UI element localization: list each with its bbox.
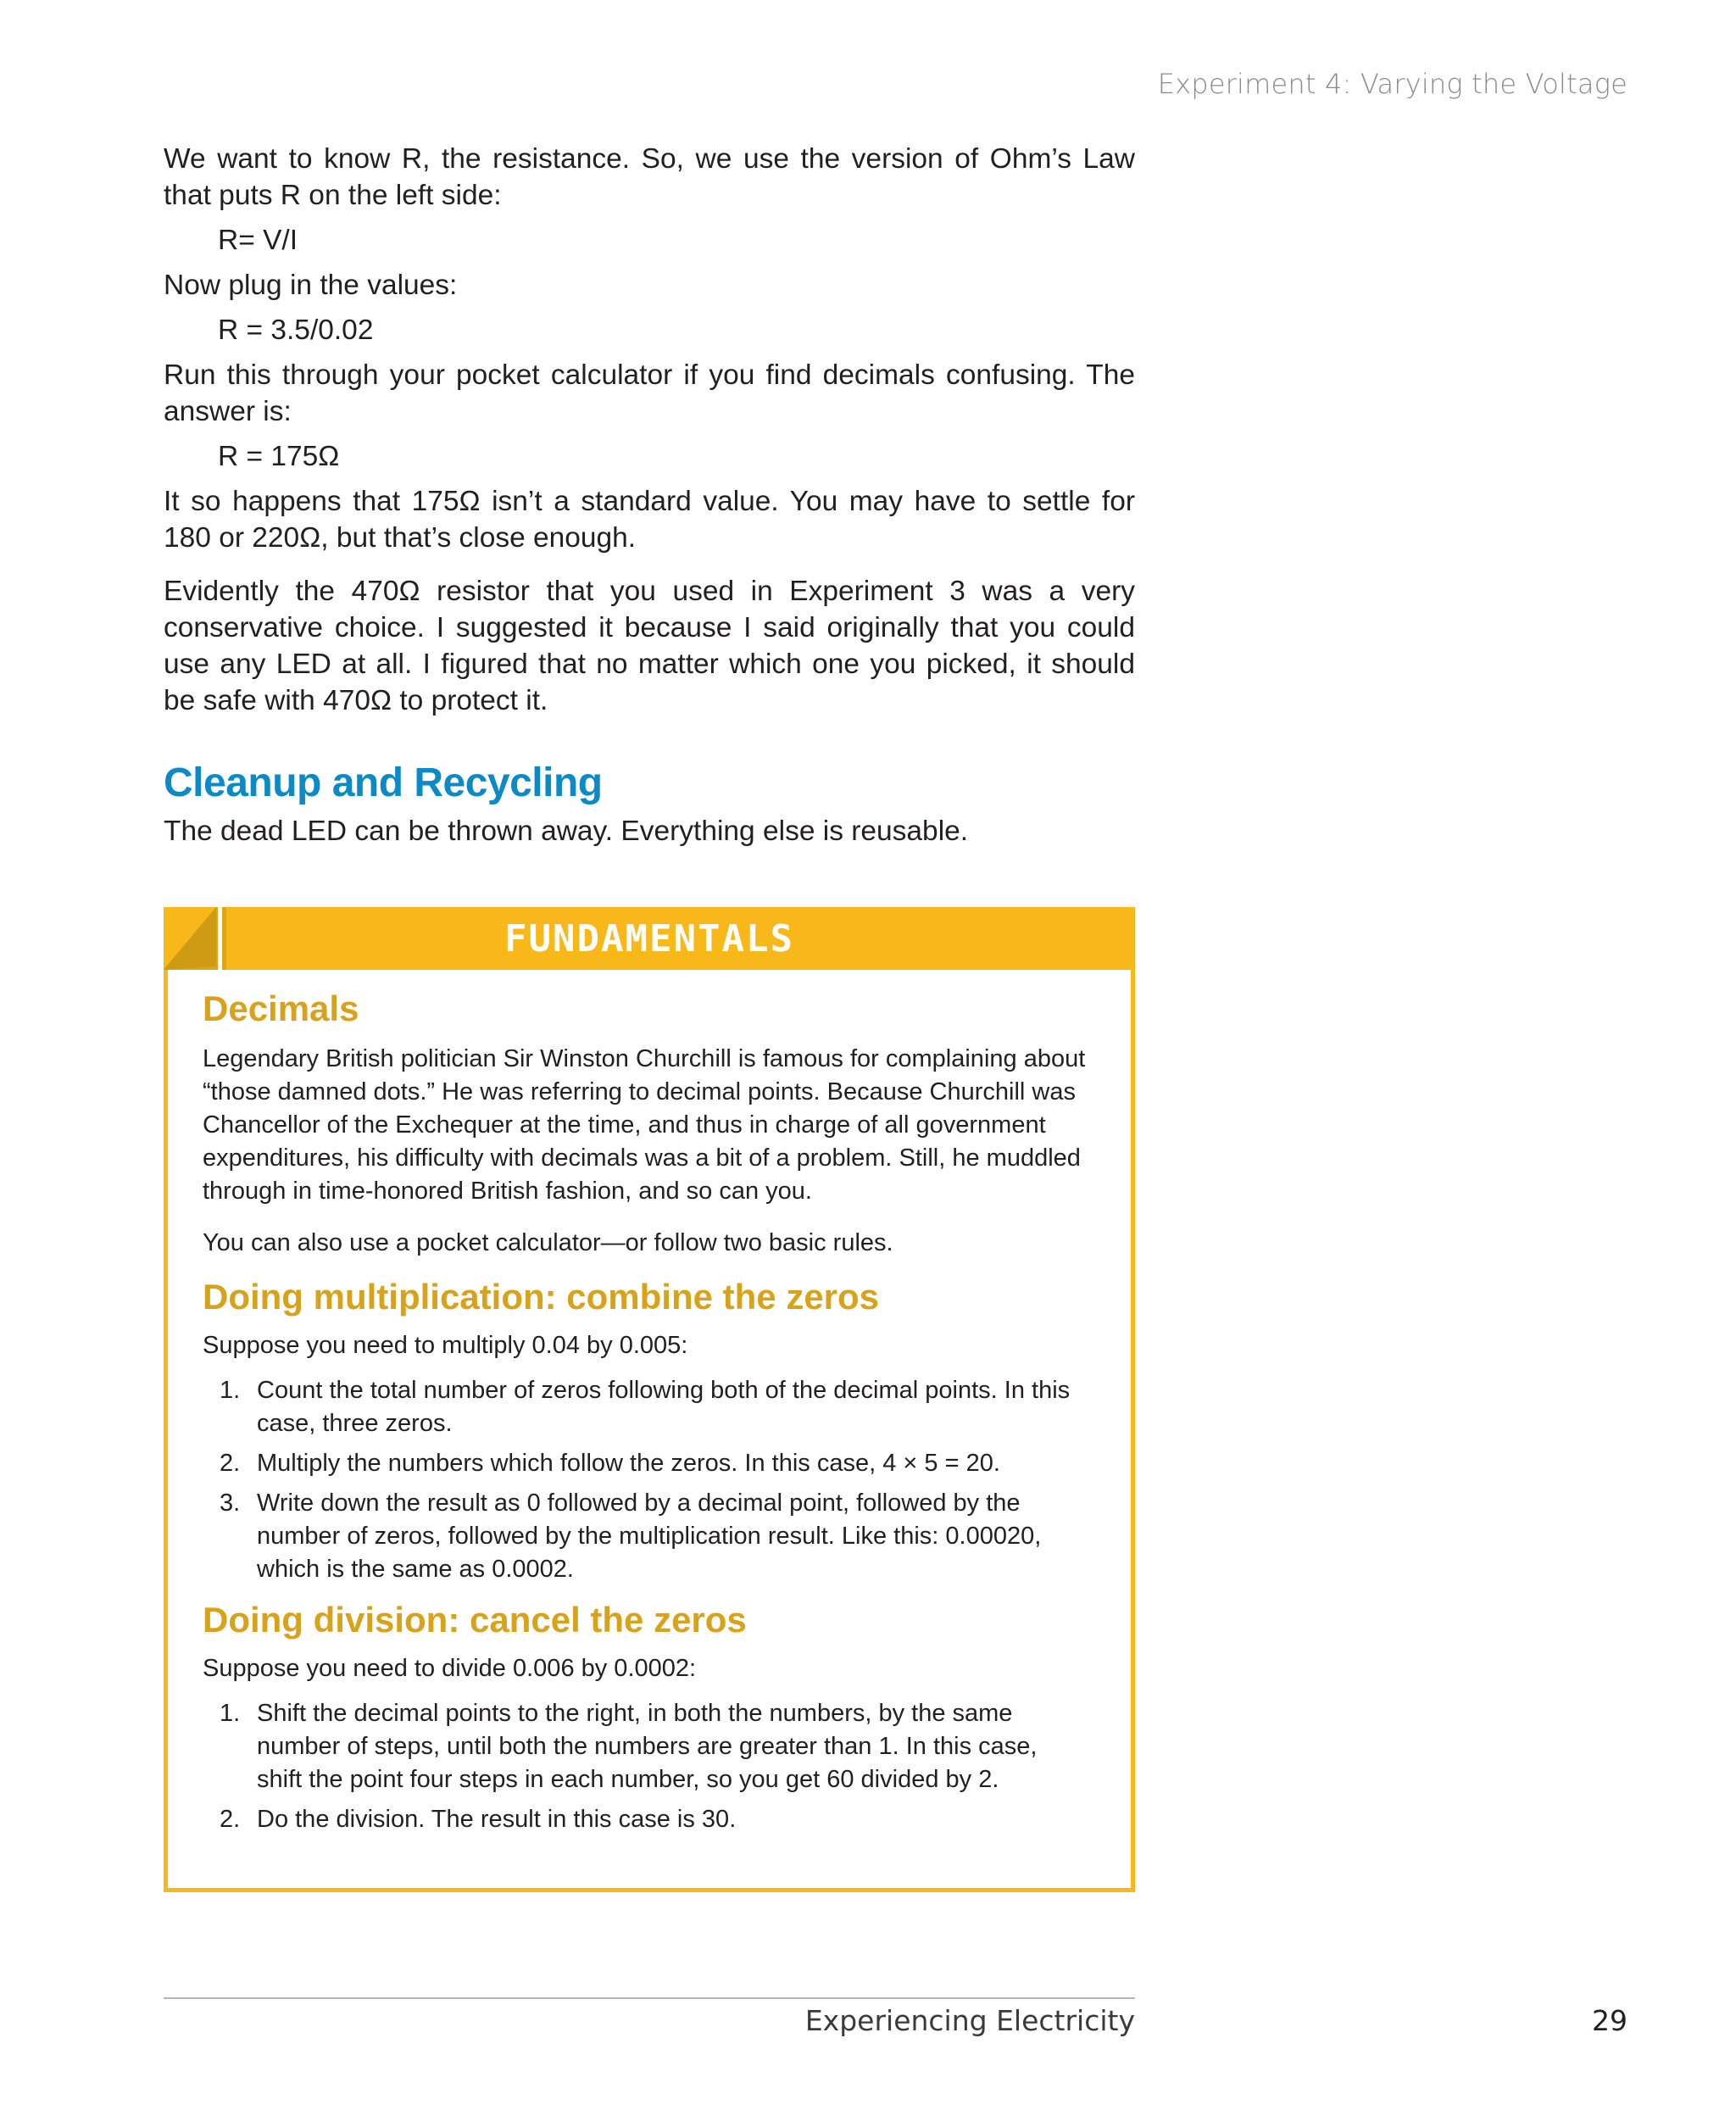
section-heading: Cleanup and Recycling	[164, 760, 603, 805]
sidebar-content	[203, 988, 1088, 1836]
step-text: Multiply the numbers which follow the zeros. In this case, 4 × 5 = 20.	[257, 1450, 1000, 1477]
footer-rule	[164, 1997, 1135, 1999]
main-text-column	[164, 141, 1135, 849]
equation: R= V/I	[218, 225, 298, 256]
body-paragraph: The dead LED can be thrown away. Everything else is reusable.	[164, 816, 969, 847]
sidebar-body	[164, 970, 1135, 1892]
step-text: Shift the decimal points to the right, in both the numbers, by the same number of steps, until both the numbers are greater than 1. In this case, shift the point four steps in each number, so you get 60 divided by 2.	[257, 1700, 1038, 1793]
list-item	[203, 1447, 1088, 1480]
step-number: 1.	[220, 1377, 241, 1404]
sidebar-heading: Decimals	[203, 988, 359, 1028]
step-number: 2.	[220, 1806, 241, 1833]
step-text: Do the division. The result in this case is 30.	[257, 1806, 737, 1833]
division-heading: Doing division: cancel the zeros	[203, 1600, 747, 1640]
step-number: 2.	[220, 1450, 241, 1477]
sidebar-paragraph: Legendary British politician Sir Winston Churchill is famous for complaining about “those damned dots.” He was referring to decimal points. Because Churchill was Chancellor of the Exchequer at the time, and thus in charge of all government expenditures, his difficulty with decimals was a bit of a problem. Still, he muddled through in time-honored British fashion, and so can you.	[203, 1045, 1086, 1205]
body-paragraph: It so happens that 175Ω isn’t a standard value. You may have to settle for 180 or 220Ω, but that’s close enough.	[164, 486, 1135, 554]
step-number: 1.	[220, 1700, 241, 1727]
sidebar-label: FUNDAMENTALS	[504, 917, 794, 961]
multiplication-heading: Doing multiplication: combine the zeros	[203, 1277, 880, 1317]
body-paragraph: Evidently the 470Ω resistor that you used in Experiment 3 was a very conservative choice. I suggested it because I said originally that you could use any LED at all. I figured that no matter which one you picked, it should be safe with 470Ω to protect it.	[164, 576, 1135, 716]
corner-tab-icon	[164, 907, 226, 970]
sidebar-header-bar	[164, 907, 1135, 970]
list-item	[203, 1697, 1088, 1796]
multiplication-intro: Suppose you need to multiply 0.04 by 0.005:	[203, 1332, 688, 1359]
body-paragraph: Now plug in the values:	[164, 270, 458, 301]
running-head: Experiment 4: Varying the Voltage	[1157, 68, 1628, 100]
page-number: 29	[1592, 2004, 1628, 2037]
division-intro: Suppose you need to divide 0.006 by 0.0002:	[203, 1655, 697, 1682]
multiplication-steps	[203, 1374, 1088, 1586]
division-steps	[203, 1697, 1088, 1836]
step-text: Write down the result as 0 followed by a decimal point, followed by the number of zeros, followed by the multiplication result. Like this: 0.00020, which is the same as 0.0002.	[257, 1490, 1042, 1583]
step-text: Count the total number of zeros following both of the decimal points. In this case, three zeros.	[257, 1377, 1071, 1437]
list-item	[203, 1487, 1088, 1586]
body-paragraph: We want to know R, the resistance. So, we use the version of Ohm’s Law that puts R on the left side:	[164, 143, 1135, 211]
sidebar-paragraph: You can also use a pocket calculator—or follow two basic rules.	[203, 1229, 893, 1256]
list-item	[203, 1374, 1088, 1440]
step-number: 3.	[220, 1490, 241, 1517]
footer-book-title: Experiencing Electricity	[804, 2004, 1135, 2037]
list-item	[203, 1803, 1088, 1836]
body-paragraph: Run this through your pocket calculator if you find decimals confusing. The answer is:	[164, 359, 1135, 427]
equation: R = 3.5/0.02	[218, 315, 374, 346]
fundamentals-sidebar	[164, 907, 1135, 1892]
equation: R = 175Ω	[218, 441, 340, 472]
